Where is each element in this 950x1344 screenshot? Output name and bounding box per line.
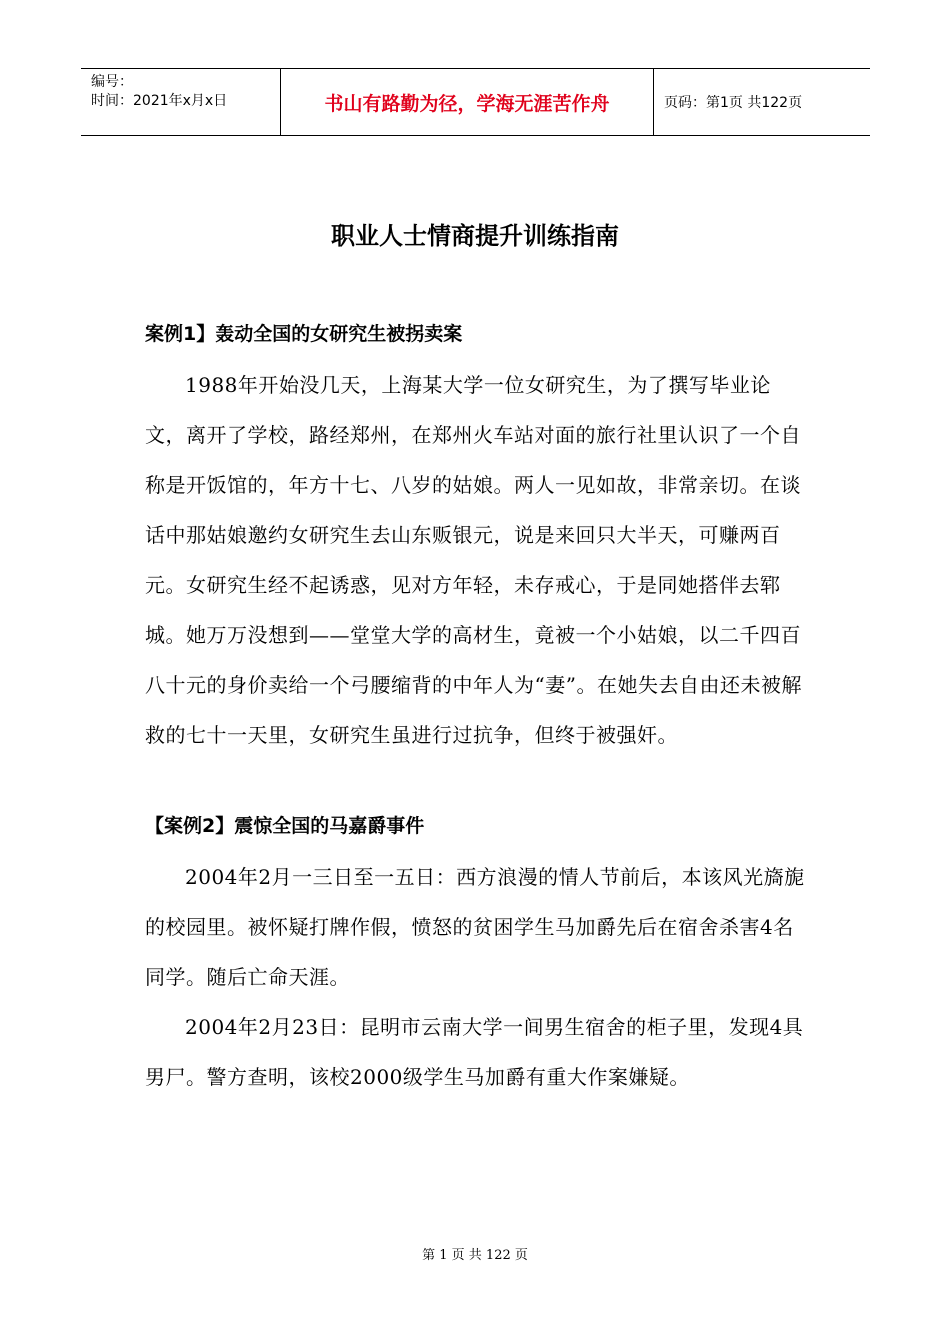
document-title: 职业人士情商提升训练指南 (331, 222, 619, 250)
case2-heading: 【案例2】震惊全国的马嘉爵事件 (145, 815, 425, 837)
header-number-label: 编号： (91, 74, 133, 90)
case1-heading: 案例1】轰动全国的女研究生被拐卖案 (145, 323, 463, 345)
document-body (145, 316, 810, 1102)
page-footer: 第 1 页 共 122 页 (422, 1248, 528, 1263)
case1-paragraph: 1988年开始没几天，上海某大学一位女研究生，为了撰写毕业论文，离开了学校，路经郑州，在郑州火车站对面的旅行社里认识了一个自称是开饭馆的，年方十七、八岁的姑娘。两人一见如故，非常亲切。在谈话中那姑娘邀约女研究生去山东贩银元，说是来回只大半天，可赚两百元。女研究生经不起诱惑，见对方年轻，未存戒心，于是同她搭伴去郓城。她万万没想到——堂堂大学的高材生，竟被一个小姑娘，以二千四百八十元的身价卖给一个弓腰缩背的中年人为“妻”。在她失去自由还未被解救的七十一天里，女研究生虽进行过抗争，但终于被强奸。 (145, 373, 802, 747)
header-motto: 书山有路勤为径，学海无涯苦作舟 (281, 69, 654, 135)
case2-paragraph-1: 2004年2月一三日至一五日：西方浪漫的情人节前后，本该风光旖旎的校园里。被怀疑打牌作假，愤怒的贫困学生马加爵先后在宿舍杀害4名同学。随后亡命天涯。 (145, 865, 805, 989)
header-meta (81, 69, 281, 135)
case2-paragraph-2: 2004年2月23日：昆明市云南大学一间男生宿舍的柜子里，发现4具男尸。警方查明，该校2000级学生马加爵有重大作案嫌疑。 (145, 1015, 804, 1089)
header-time-label: 时间：2021年x月x日 (91, 93, 228, 109)
document-header (81, 68, 870, 136)
header-page-info: 页码：第1页 共122页 (664, 95, 803, 111)
